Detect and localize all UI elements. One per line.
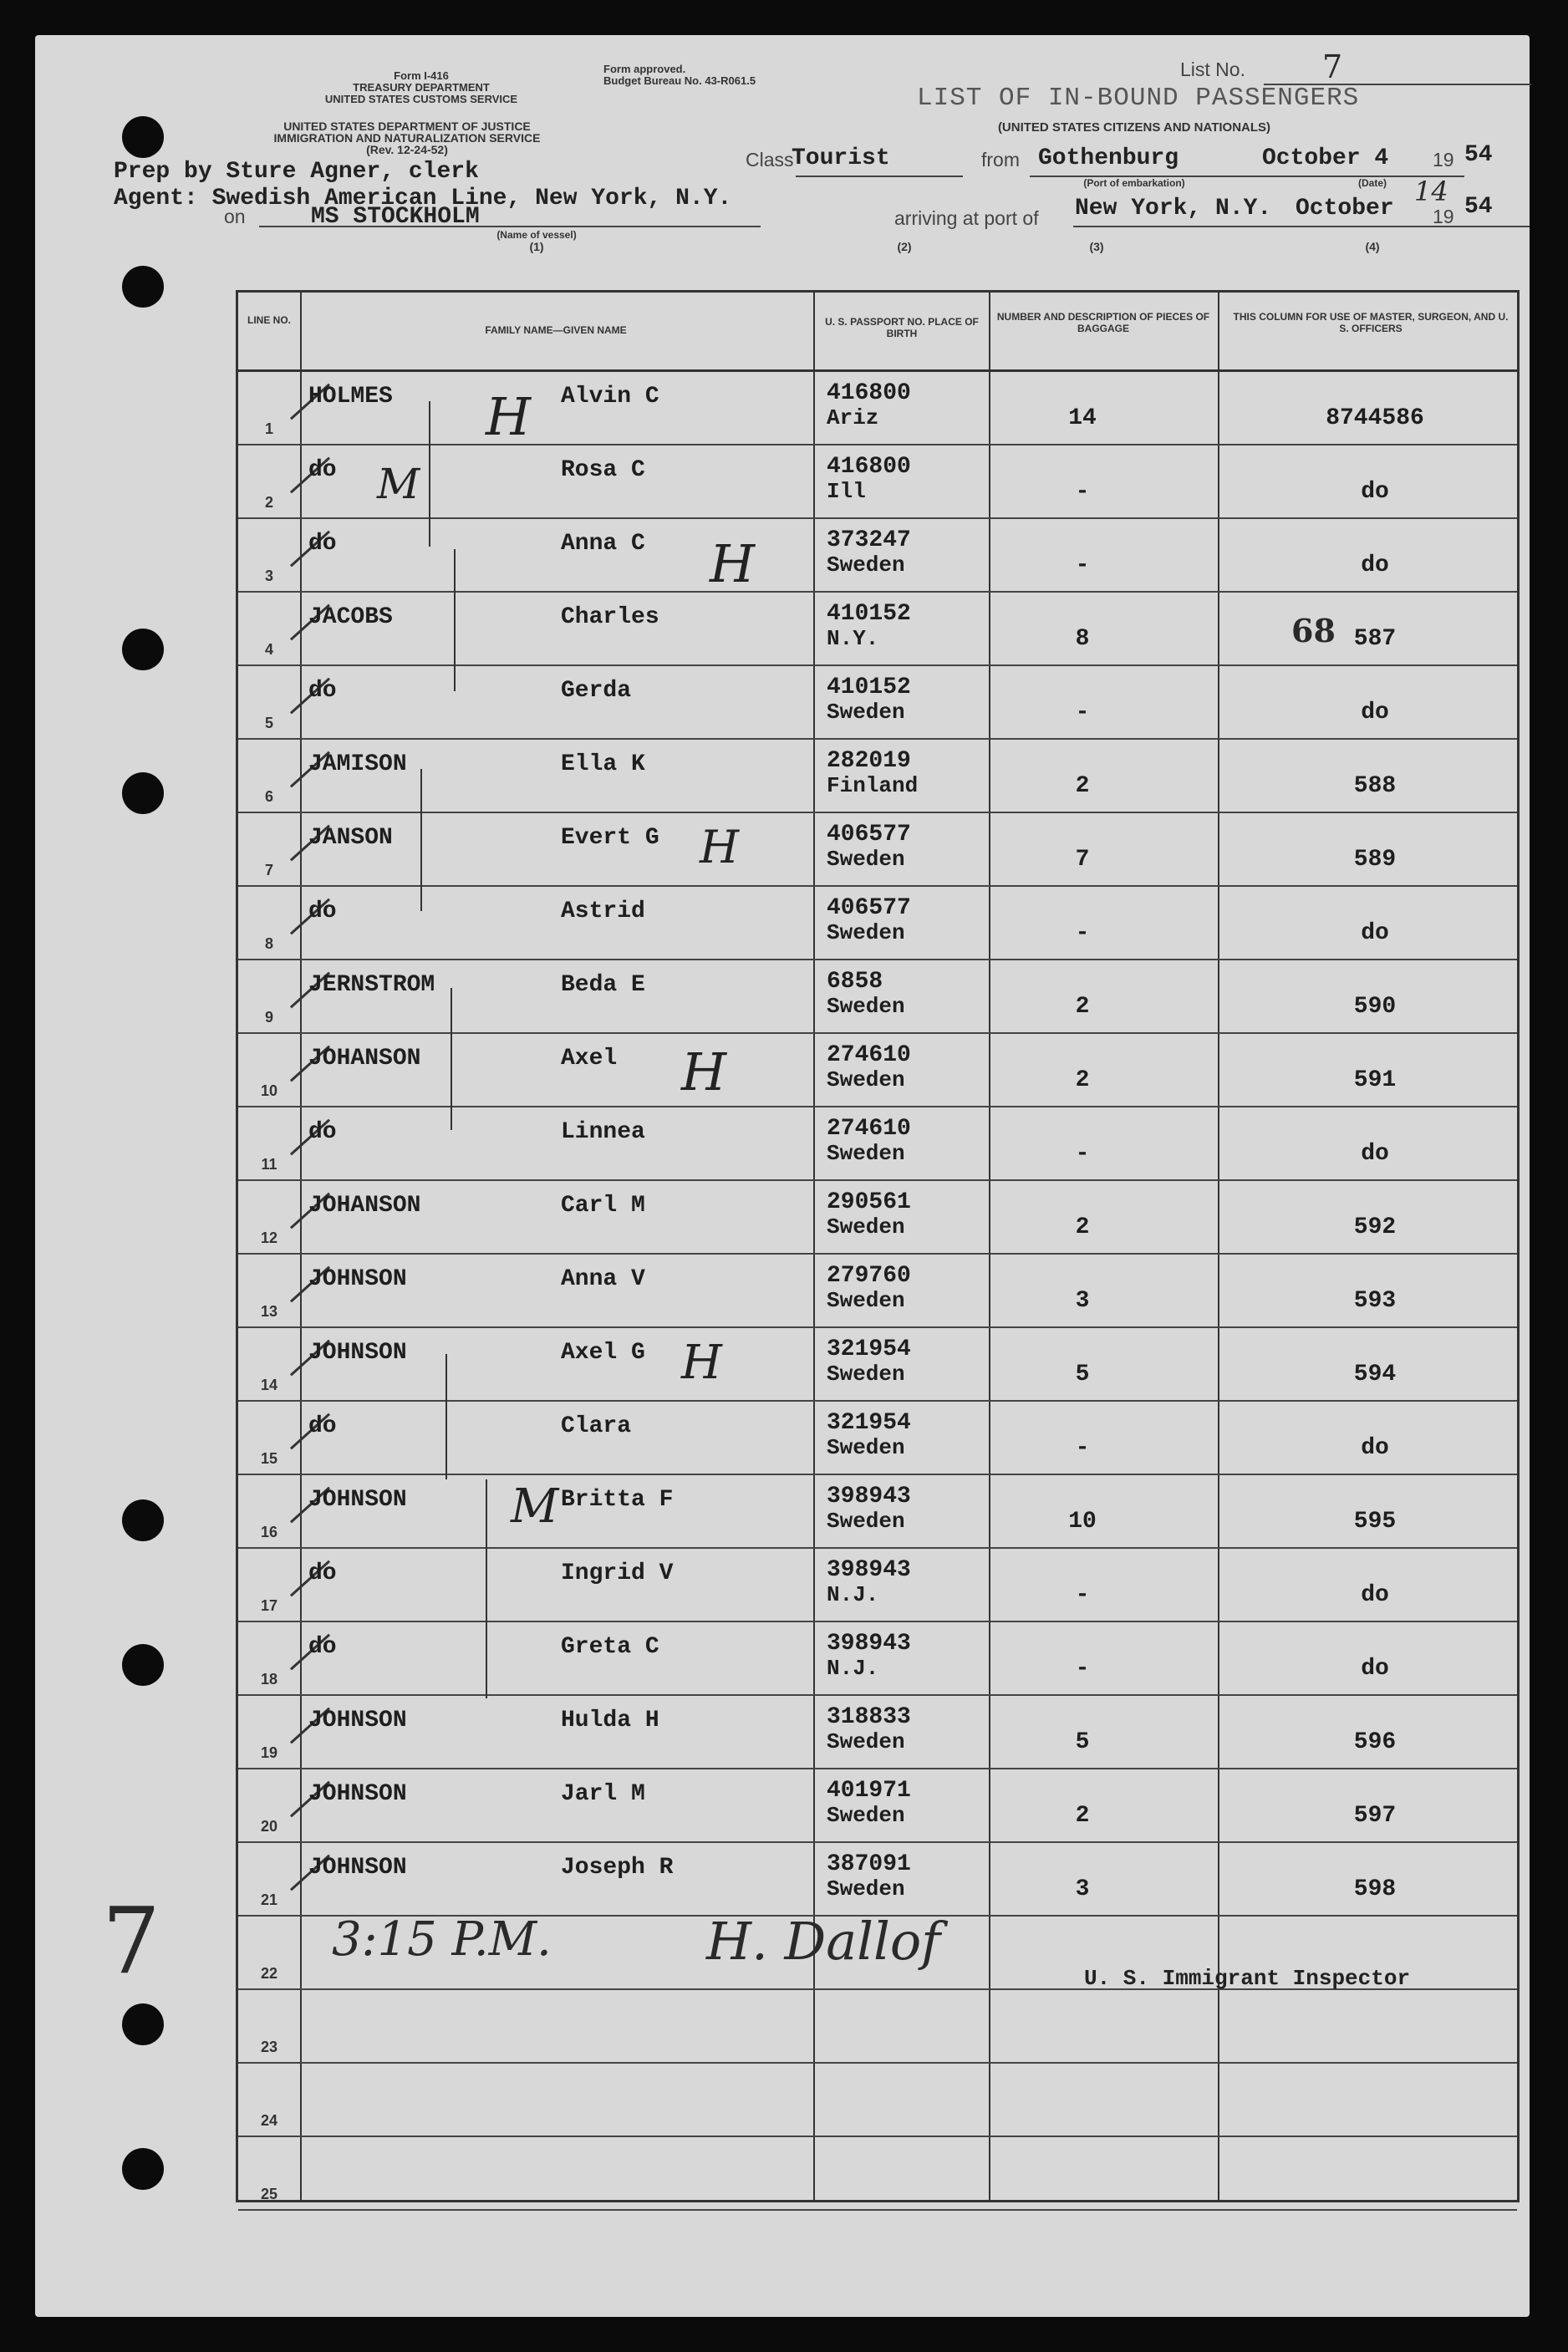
- baggage-count: 5: [1075, 1362, 1090, 1387]
- family-name: JOHNSON: [308, 1855, 407, 1881]
- arrival-year-prefix: 19: [1433, 206, 1454, 227]
- family-name: JAMISON: [308, 751, 407, 777]
- officer-number: 589: [1353, 847, 1397, 873]
- place-of-birth: Sweden: [827, 1509, 905, 1534]
- line-number: 8: [264, 935, 273, 952]
- place-of-birth: Sweden: [827, 1214, 905, 1240]
- given-name: Gerda: [561, 678, 632, 704]
- baggage-count: -: [1075, 1141, 1090, 1167]
- given-name: Ingrid V: [561, 1560, 674, 1586]
- handwritten-mark: H: [681, 1336, 722, 1390]
- table-row: [238, 1549, 1517, 1622]
- line-number: 13: [260, 1303, 278, 1320]
- passport-number: 398943: [827, 1484, 911, 1509]
- baggage-count: 2: [1075, 773, 1090, 799]
- passport-number: 274610: [827, 1116, 911, 1142]
- treasury-department: TREASURY DEPARTMENT: [353, 81, 490, 94]
- table-row: [238, 1843, 1517, 1917]
- prepared-by: Prep by Sture Agner, clerk: [114, 159, 479, 185]
- arrival-time: 3:15 P.M.: [332, 1912, 552, 1967]
- passport-number: 410152: [827, 675, 911, 700]
- passport-number: 416800: [827, 454, 911, 480]
- port-of-embarkation: Gothenburg: [1038, 145, 1179, 171]
- officer-number: 590: [1353, 994, 1397, 1020]
- passport-number: 282019: [827, 748, 911, 774]
- line-number: 19: [260, 1744, 278, 1761]
- place-of-birth: N.J.: [827, 1656, 879, 1681]
- given-name: Hulda H: [561, 1708, 659, 1733]
- class-line: [796, 176, 963, 177]
- officer-number: 595: [1353, 1509, 1397, 1535]
- line-number: 2: [264, 494, 273, 511]
- punch-hole: [122, 1499, 164, 1541]
- form-header: [296, 70, 547, 105]
- family-name: JOHNSON: [308, 1487, 407, 1513]
- table-row: [238, 1181, 1517, 1255]
- baggage-count: 2: [1075, 1214, 1090, 1240]
- given-name: Linnea: [561, 1119, 645, 1145]
- given-name: Beda E: [561, 972, 645, 998]
- given-name: Charles: [561, 604, 659, 630]
- header-officers: THIS COLUMN FOR USE OF MASTER, SURGEON, AND U. S. OFFICERS: [1233, 311, 1509, 334]
- family-name: JOHNSON: [308, 1340, 407, 1366]
- table-row: [238, 740, 1517, 813]
- line-number: 9: [264, 1009, 273, 1026]
- family-name: JOHNSON: [308, 1266, 407, 1292]
- baggage-count: 3: [1075, 1288, 1090, 1314]
- port-caption: (Port of embarkation): [1083, 177, 1185, 189]
- departure-date: October 4: [1262, 145, 1389, 171]
- handwritten-mark: H: [700, 821, 740, 873]
- punch-hole: [122, 116, 164, 158]
- family-name: JOHNSON: [308, 1781, 407, 1807]
- baggage-count: -: [1075, 479, 1090, 505]
- arrival-day: 14: [1414, 176, 1448, 207]
- table-row: [238, 1328, 1517, 1402]
- customs-service: UNITED STATES CUSTOMS SERVICE: [324, 93, 518, 105]
- list-number: 7: [1322, 48, 1343, 85]
- family-bracket: [486, 1479, 487, 1698]
- passport-number: 398943: [827, 1631, 911, 1657]
- given-name: Anna C: [561, 531, 645, 557]
- place-of-birth: Finland: [827, 773, 919, 798]
- from-label: from: [981, 149, 1020, 171]
- family-bracket: [429, 401, 430, 547]
- given-name: Clara: [561, 1413, 632, 1439]
- department-of-justice: UNITED STATES DEPARTMENT OF JUSTICE: [283, 120, 531, 133]
- officer-number: 588: [1353, 773, 1397, 799]
- handwritten-mark: H: [486, 386, 532, 447]
- inspector-signature: H. Dallof: [706, 1911, 941, 1972]
- officer-number: 587: [1353, 626, 1397, 652]
- given-name: Jarl M: [561, 1781, 645, 1807]
- line-number: 3: [264, 568, 273, 584]
- given-name: Alvin C: [561, 384, 659, 410]
- place-of-birth: Sweden: [827, 1435, 905, 1460]
- place-of-birth: Sweden: [827, 1362, 905, 1387]
- on-label: on: [224, 206, 246, 227]
- arrival-month: October: [1296, 196, 1394, 221]
- document-subtitle: (UNITED STATES CITIZENS AND NATIONALS): [997, 120, 1271, 135]
- document-page: [35, 35, 1530, 2317]
- family-name: do: [308, 531, 337, 557]
- place-of-birth: Sweden: [827, 1729, 905, 1754]
- passport-number: 318833: [827, 1704, 911, 1730]
- baggage-count: 2: [1075, 994, 1090, 1020]
- baggage-count: -: [1075, 1435, 1090, 1461]
- baggage-count: 7: [1075, 847, 1090, 873]
- officer-number: do: [1361, 920, 1389, 946]
- vessel-caption: (Name of vessel): [496, 229, 577, 241]
- table-row: [238, 2137, 1517, 2211]
- line-number: 17: [260, 1597, 278, 1614]
- table-row: [238, 887, 1517, 960]
- place-of-birth: Sweden: [827, 994, 905, 1019]
- row-divider: [238, 2209, 1517, 2211]
- line-number: 12: [260, 1229, 278, 1246]
- handwritten-mark: M: [511, 1479, 559, 1534]
- column-number-4: (4): [1365, 240, 1380, 253]
- family-name: JACOBS: [308, 604, 393, 630]
- handwritten-mark: H: [681, 1041, 727, 1102]
- line-number: 14: [260, 1377, 278, 1393]
- approval-note: [603, 64, 854, 87]
- family-name: do: [308, 1413, 337, 1439]
- passport-number: 416800: [827, 380, 911, 406]
- place-of-birth: N.J.: [827, 1582, 879, 1607]
- table-row: [238, 1990, 1517, 2064]
- family-name: do: [308, 1634, 337, 1660]
- given-name: Joseph R: [561, 1855, 674, 1881]
- officer-number: 8744586: [1326, 405, 1424, 431]
- passport-number: 279760: [827, 1263, 911, 1289]
- baggage-count: -: [1075, 1656, 1090, 1682]
- place-of-birth: Sweden: [827, 1803, 905, 1828]
- header-line-no: LINE NO.: [247, 314, 291, 326]
- officer-number: 597: [1353, 1803, 1397, 1829]
- passport-number: 401971: [827, 1778, 911, 1804]
- line-number: 4: [264, 641, 273, 658]
- officer-number: 596: [1353, 1729, 1397, 1755]
- document-title: LIST OF IN-BOUND PASSENGERS: [917, 84, 1360, 113]
- punch-hole: [122, 2003, 164, 2045]
- family-name: JOHNSON: [308, 1708, 407, 1733]
- column-number-2: (2): [897, 240, 912, 253]
- place-of-birth: Sweden: [827, 552, 905, 578]
- officer-number: do: [1361, 1656, 1389, 1682]
- place-of-birth: Sweden: [827, 1288, 905, 1313]
- table-row: [238, 1107, 1517, 1181]
- handwritten-mark: M: [377, 460, 420, 508]
- given-name: Axel: [561, 1046, 618, 1072]
- given-name: Axel G: [561, 1340, 645, 1366]
- arrival-port: New York, N.Y.: [1075, 196, 1272, 221]
- header-baggage: NUMBER AND DESCRIPTION OF PIECES OF BAGGAGE: [996, 311, 1210, 334]
- officer-number: do: [1361, 1141, 1389, 1167]
- line-number: 11: [261, 1156, 277, 1173]
- passport-number: 406577: [827, 822, 911, 848]
- line-number: 20: [260, 1818, 278, 1835]
- baggage-count: 14: [1068, 405, 1097, 431]
- punch-hole: [122, 629, 164, 670]
- place-of-birth: N.Y.: [827, 626, 879, 651]
- passport-number: 387091: [827, 1851, 911, 1877]
- family-name: HOLMES: [308, 384, 393, 410]
- officer-number: do: [1361, 700, 1389, 725]
- family-name: do: [308, 1119, 337, 1145]
- baggage-count: 3: [1075, 1876, 1090, 1902]
- place-of-birth: Ill: [827, 479, 866, 504]
- column-number-1: (1): [529, 240, 544, 253]
- passport-number: 410152: [827, 601, 911, 627]
- table-row: [238, 1402, 1517, 1475]
- passport-number: 290561: [827, 1189, 911, 1215]
- date-caption: (Date): [1357, 177, 1387, 189]
- inspector-caption: U. S. Immigrant Inspector: [1084, 1966, 1411, 1991]
- given-name: Greta C: [561, 1634, 659, 1660]
- header-name: FAMILY NAME—GIVEN NAME: [485, 324, 627, 336]
- given-name: Carl M: [561, 1193, 645, 1219]
- table-row: [238, 1475, 1517, 1549]
- table-row: [238, 1769, 1517, 1843]
- baggage-count: -: [1075, 552, 1090, 578]
- passport-number: 373247: [827, 527, 911, 553]
- officer-number: 591: [1353, 1067, 1397, 1093]
- officer-number: do: [1361, 1435, 1389, 1461]
- baggage-count: -: [1075, 920, 1090, 946]
- table-row: [238, 2064, 1517, 2137]
- family-name: JOHANSON: [308, 1046, 421, 1072]
- baggage-count: 2: [1075, 1803, 1090, 1829]
- vessel-name: MS STOCKHOLM: [311, 204, 480, 230]
- given-name: Ella K: [561, 751, 645, 777]
- given-name: Anna V: [561, 1266, 645, 1292]
- family-name: do: [308, 899, 337, 924]
- table-row: [238, 813, 1517, 887]
- arriving-label: arriving at port of: [894, 207, 1039, 229]
- place-of-birth: Sweden: [827, 1876, 905, 1901]
- place-of-birth: Sweden: [827, 1141, 905, 1166]
- officer-number: 593: [1353, 1288, 1397, 1314]
- line-number: 23: [260, 2039, 278, 2055]
- list-number-label: List No.: [1180, 59, 1245, 80]
- departure-year: 54: [1464, 142, 1493, 168]
- line-number: 21: [260, 1891, 278, 1908]
- year-prefix: 19: [1433, 149, 1454, 171]
- form-approved: Form approved.: [603, 63, 686, 75]
- family-name: do: [308, 678, 337, 704]
- header-passport: U. S. PASSPORT NO. PLACE OF BIRTH: [825, 316, 979, 339]
- class-value: Tourist: [792, 145, 890, 171]
- officer-number: 592: [1353, 1214, 1397, 1240]
- line-number: 25: [260, 2186, 278, 2202]
- table-row: [238, 1034, 1517, 1107]
- family-name: JERNSTROM: [308, 972, 435, 998]
- officer-number: 594: [1353, 1362, 1397, 1387]
- line-number: 16: [260, 1524, 278, 1540]
- line-number: 10: [260, 1082, 278, 1099]
- place-of-birth: Sweden: [827, 920, 905, 945]
- passport-number: 321954: [827, 1410, 911, 1436]
- table-row: [238, 1255, 1517, 1328]
- family-bracket: [454, 549, 456, 691]
- line-number: 1: [264, 420, 273, 437]
- arrival-year: 54: [1464, 194, 1493, 220]
- passport-number: 398943: [827, 1557, 911, 1583]
- place-of-birth: Sweden: [827, 1067, 905, 1092]
- agency-header: [202, 120, 612, 155]
- place-of-birth: Sweden: [827, 847, 905, 872]
- line-number: 15: [260, 1450, 278, 1467]
- handwritten-batch-number: 68: [1291, 612, 1336, 649]
- passenger-table: [236, 290, 1520, 2202]
- revision-date: (Rev. 12-24-52): [366, 143, 448, 156]
- given-name: Astrid: [561, 899, 645, 924]
- table-row: [238, 1622, 1517, 1696]
- baggage-count: -: [1075, 700, 1090, 725]
- punch-hole: [122, 2148, 164, 2190]
- punch-hole: [122, 266, 164, 308]
- line-number: 18: [260, 1671, 278, 1688]
- column-number-3: (3): [1089, 240, 1104, 253]
- family-name: do: [308, 1560, 337, 1586]
- line-number: 6: [264, 788, 273, 805]
- line-number: 5: [264, 715, 273, 731]
- handwritten-mark: H: [710, 533, 756, 594]
- baggage-count: 2: [1075, 1067, 1090, 1093]
- line-number: 24: [260, 2112, 278, 2129]
- place-of-birth: Ariz: [827, 405, 879, 430]
- passport-number: 406577: [827, 895, 911, 921]
- table-row: [238, 960, 1517, 1034]
- officer-number: do: [1361, 479, 1389, 505]
- line-number: 7: [264, 862, 273, 878]
- punch-hole: [122, 772, 164, 814]
- form-number: Form I-416: [394, 69, 449, 82]
- family-name: JOHANSON: [308, 1193, 421, 1219]
- baggage-count: 5: [1075, 1729, 1090, 1755]
- officer-number: do: [1361, 552, 1389, 578]
- given-name: Evert G: [561, 825, 659, 851]
- baggage-count: -: [1075, 1582, 1090, 1608]
- family-name: do: [308, 457, 337, 483]
- family-bracket: [451, 988, 452, 1130]
- punch-hole: [122, 1644, 164, 1686]
- table-row: [238, 1696, 1517, 1769]
- baggage-count: 10: [1068, 1509, 1097, 1535]
- immigration-service: IMMIGRATION AND NATURALIZATION SERVICE: [273, 131, 541, 145]
- officer-number: 598: [1353, 1876, 1397, 1902]
- given-name: Britta F: [561, 1487, 674, 1513]
- arrival-line: [1073, 226, 1530, 227]
- budget-bureau: Budget Bureau No. 43-R061.5: [603, 74, 756, 87]
- baggage-count: 8: [1075, 626, 1090, 652]
- officer-number: do: [1361, 1582, 1389, 1608]
- agent-line: Agent: Swedish American Line, New York, N.Y.: [114, 186, 732, 211]
- place-of-birth: Sweden: [827, 700, 905, 725]
- table-row: [238, 666, 1517, 740]
- passport-number: 6858: [827, 969, 883, 995]
- given-name: Rosa C: [561, 457, 645, 483]
- line-number: 22: [260, 1965, 278, 1982]
- family-bracket: [445, 1354, 447, 1479]
- class-label: Class: [746, 149, 794, 171]
- family-bracket: [420, 769, 422, 911]
- passport-number: 274610: [827, 1042, 911, 1068]
- family-name: JANSON: [308, 825, 393, 851]
- margin-mark: 7: [102, 1887, 160, 1994]
- passport-number: 321954: [827, 1336, 911, 1362]
